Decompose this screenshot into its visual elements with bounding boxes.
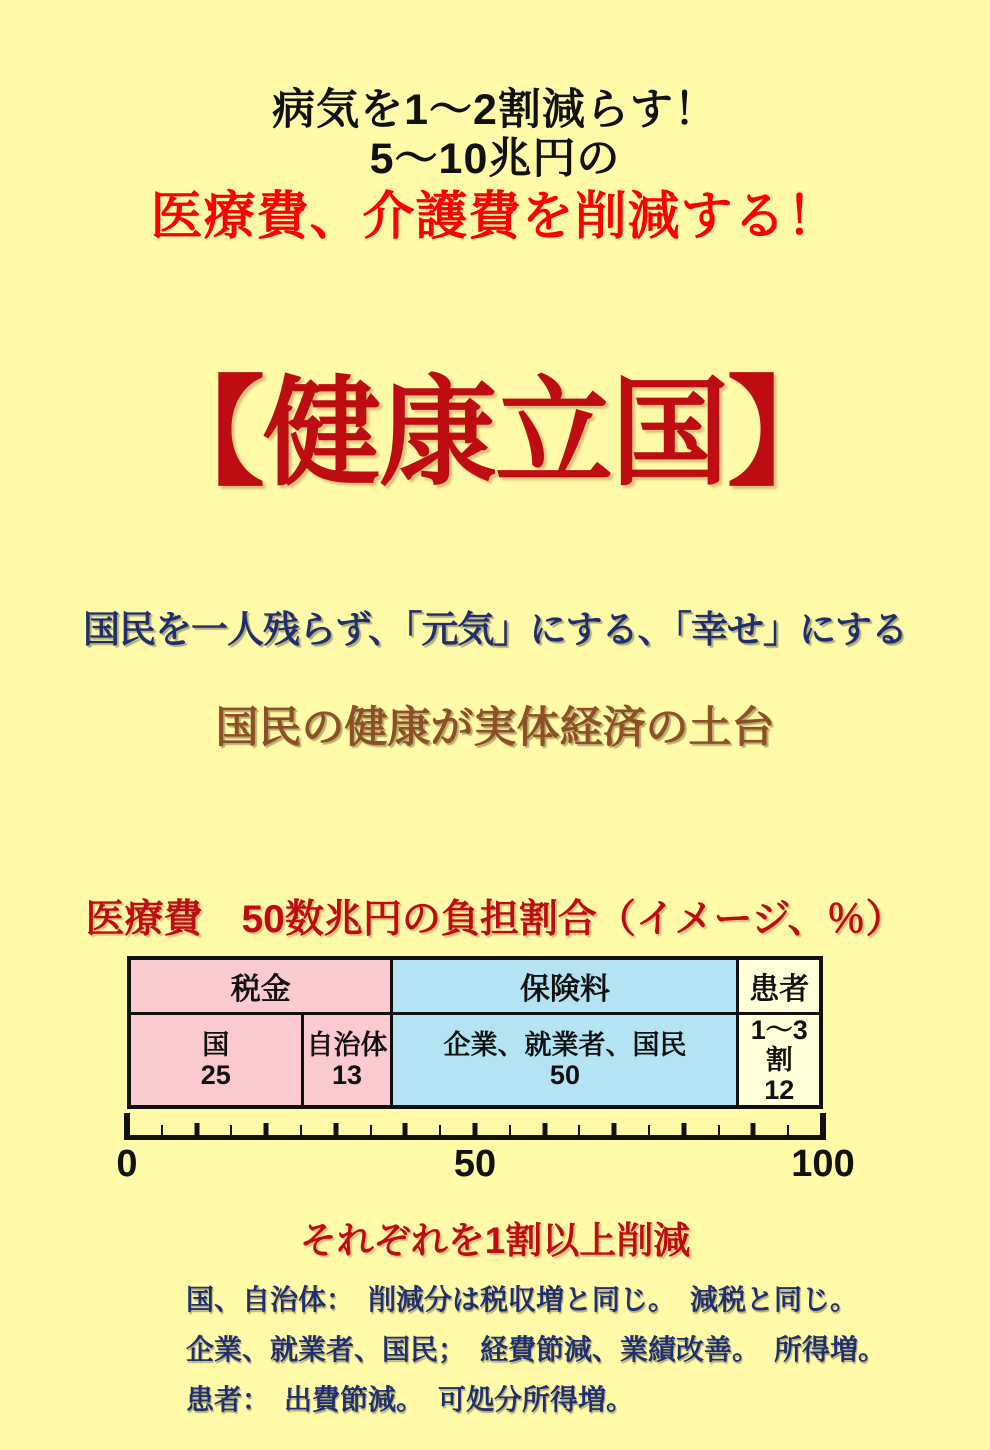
axis-tick-label: 50 bbox=[453, 1143, 497, 1185]
axis-tick bbox=[542, 1123, 547, 1140]
axis-tick bbox=[578, 1125, 580, 1140]
burden-segment-value: 25 bbox=[200, 1060, 231, 1090]
burden-share-table bbox=[127, 956, 823, 1109]
subtitle-brown: 国民の健康が実体経済の土台 bbox=[215, 704, 775, 752]
axis-tick bbox=[681, 1123, 686, 1140]
page-title: 【健康立国】 bbox=[146, 368, 843, 500]
burden-segment-label: 1〜3割 bbox=[750, 1015, 808, 1075]
axis-tick bbox=[751, 1123, 756, 1140]
axis-tick bbox=[194, 1123, 199, 1140]
axis-tick bbox=[161, 1125, 163, 1140]
burden-group-header: 患者 bbox=[738, 958, 821, 1014]
axis-tick bbox=[787, 1125, 789, 1140]
axis-tick bbox=[333, 1123, 338, 1140]
axis-tick bbox=[230, 1125, 232, 1140]
burden-table-body-row bbox=[129, 1014, 821, 1108]
axis-tick bbox=[820, 1113, 826, 1140]
axis-tick bbox=[473, 1123, 478, 1140]
axis-tick bbox=[124, 1113, 130, 1140]
axis-tick bbox=[264, 1123, 269, 1140]
burden-segment-value: 50 bbox=[549, 1060, 580, 1090]
burden-segment-value: 12 bbox=[764, 1075, 795, 1105]
footer-notes bbox=[186, 1275, 906, 1425]
burden-segment-label: 企業、就業者、国民 bbox=[443, 1030, 687, 1060]
axis-tick-label: 0 bbox=[116, 1143, 138, 1185]
axis-tick bbox=[612, 1123, 617, 1140]
footer-note-patient: 患者： 出費節減。 可処分所得増。 bbox=[186, 1384, 635, 1415]
burden-segment-cell bbox=[738, 1014, 821, 1108]
burden-segment-label: 国 bbox=[202, 1030, 230, 1060]
axis-tick bbox=[509, 1125, 511, 1140]
axis-tick bbox=[439, 1125, 441, 1140]
chart-axis bbox=[116, 1108, 855, 1185]
burden-segment-label: 自治体 bbox=[306, 1030, 388, 1060]
axis-tick bbox=[648, 1125, 650, 1140]
burden-group-header: 税金 bbox=[129, 958, 392, 1014]
header-line-3: 医療費、介護費を削減する！ bbox=[150, 188, 840, 246]
subtitle-blue: 国民を一人残らず、「元気」にする、「幸せ」にする bbox=[82, 609, 908, 650]
chart-title: 医療費 50数兆円の負担割合（イメージ、％） bbox=[85, 898, 905, 941]
axis-tick bbox=[403, 1123, 408, 1140]
axis-tick bbox=[370, 1125, 372, 1140]
header-block bbox=[0, 86, 990, 248]
burden-segment-value: 13 bbox=[331, 1060, 362, 1090]
footer-note-tax: 国、自治体： 削減分は税収増と同じ。 減税と同じ。 bbox=[186, 1284, 859, 1315]
axis-tick bbox=[718, 1125, 720, 1140]
axis-tick-label: 100 bbox=[791, 1143, 855, 1185]
burden-table-header-row bbox=[129, 958, 821, 1014]
burden-segment-cell bbox=[302, 1014, 392, 1108]
footer-heading: それぞれを1割以上削減 bbox=[299, 1220, 691, 1261]
burden-segment-cell bbox=[129, 1014, 302, 1108]
burden-group-header: 保険料 bbox=[392, 958, 738, 1014]
axis-tick bbox=[300, 1125, 302, 1140]
header-line-2: 5〜10兆円の bbox=[369, 135, 621, 183]
burden-segment-cell bbox=[392, 1014, 738, 1108]
header-line-1: 病気を1〜2割減らす！ bbox=[272, 86, 718, 134]
footer-note-insurance: 企業、就業者、国民； 経費節減、業績改善。 所得増。 bbox=[186, 1334, 887, 1365]
